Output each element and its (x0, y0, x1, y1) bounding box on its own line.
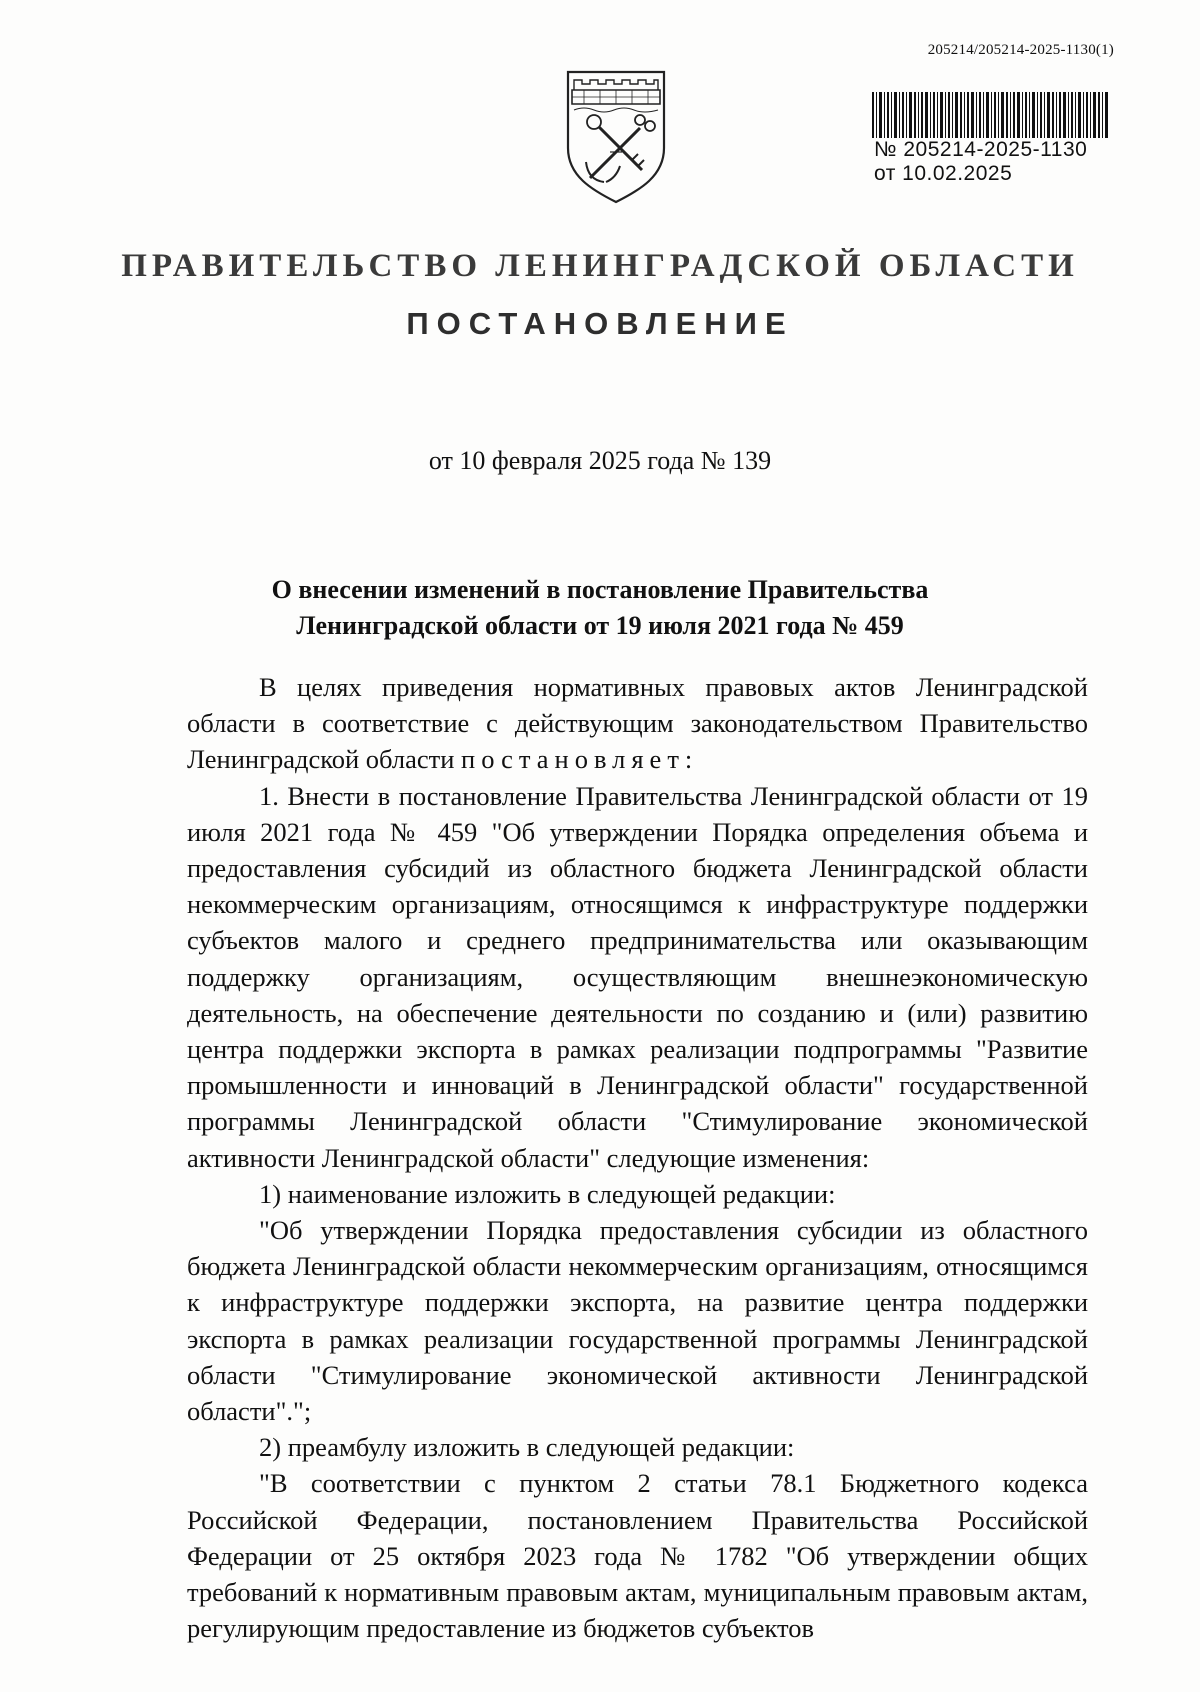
preamble-text: В целях приведения нормативных правовых актов Ленинградской области в соответствие с действующим законодательством Правительство Ленинградской области (187, 672, 1088, 775)
resolves-word: постановляет: (461, 744, 699, 775)
subject-line-1: О внесении изменений в постановление Правительства (271, 575, 929, 604)
registration-number: № 205214-2025-1130 (874, 138, 1088, 161)
document-subject (0, 572, 1200, 644)
body-paragraph-new-title: "Об утверждении Порядка предоставления субсидии из областного бюджета Ленинградской области некоммерческим организациям, относящимся к инфраструктуре поддержки экспорта, на развитие центра поддержки экспорта в рамках реализации государственной программы Ленинградской области "Стимулирование экономической активности Ленинградской области"."; (187, 1215, 1088, 1427)
body-paragraph-new-preamble: "В соответствии с пунктом 2 статьи 78.1 Бюджетного кодекса Российской Федерации, постановлением Правительства Российской Федерации от 25 октября 2023 года № 1782 "Об утверждении общих требований к нормативным правовым актам, муниципальным правовым актам, регулирующим предоставление из бюджетов субъектов (187, 1468, 1088, 1644)
barcode-icon (872, 92, 1108, 138)
leningrad-oblast-coat-of-arms-icon (560, 66, 672, 206)
document-date-number: от 10 февраля 2025 года № 139 (428, 446, 772, 475)
top-reference-number: 205214/205214-2025-1130(1) (927, 42, 1114, 58)
body-paragraph-subitem-1: 1) наименование изложить в следующей редакции: (259, 1178, 836, 1209)
government-title: ПРАВИТЕЛЬСТВО ЛЕНИНГРАДСКОЙ ОБЛАСТИ (121, 248, 1079, 284)
registration-date: от 10.02.2025 (874, 162, 1013, 185)
document-kind-title: ПОСТАНОВЛЕНИЕ (406, 306, 794, 341)
body-paragraph-item-1: 1. Внести в постановление Правительства Ленинградской области от 19 июля 2021 года № 459 "Об утверждении Порядка определения объема и предоставления субсидий из областного бюджета Ленинградской области некоммерческим организациям, относящимся к инфраструктуре поддержки субъектов малого и среднего предпринимательства или оказывающим поддержку организациям, осуществляющим внешнеэкономическую деятельность, на обеспечение деятельности по созданию и (или) развитию центра поддержки экспорта в рамках реализации подпрограммы "Развитие промышленности и инноваций в Ленинградской области" государственной программы Ленинградской области "Стимулирование экономической активности Ленинградской области" следующие изменения: (187, 780, 1088, 1173)
document-body (187, 669, 1088, 1646)
body-paragraph-subitem-2: 2) преамбулу изложить в следующей редакции: (259, 1432, 795, 1463)
registration-block (872, 92, 1112, 186)
subject-line-2: Ленинградской области от 19 июля 2021 года № 459 (296, 611, 904, 640)
body-paragraph-preamble (187, 669, 1088, 778)
